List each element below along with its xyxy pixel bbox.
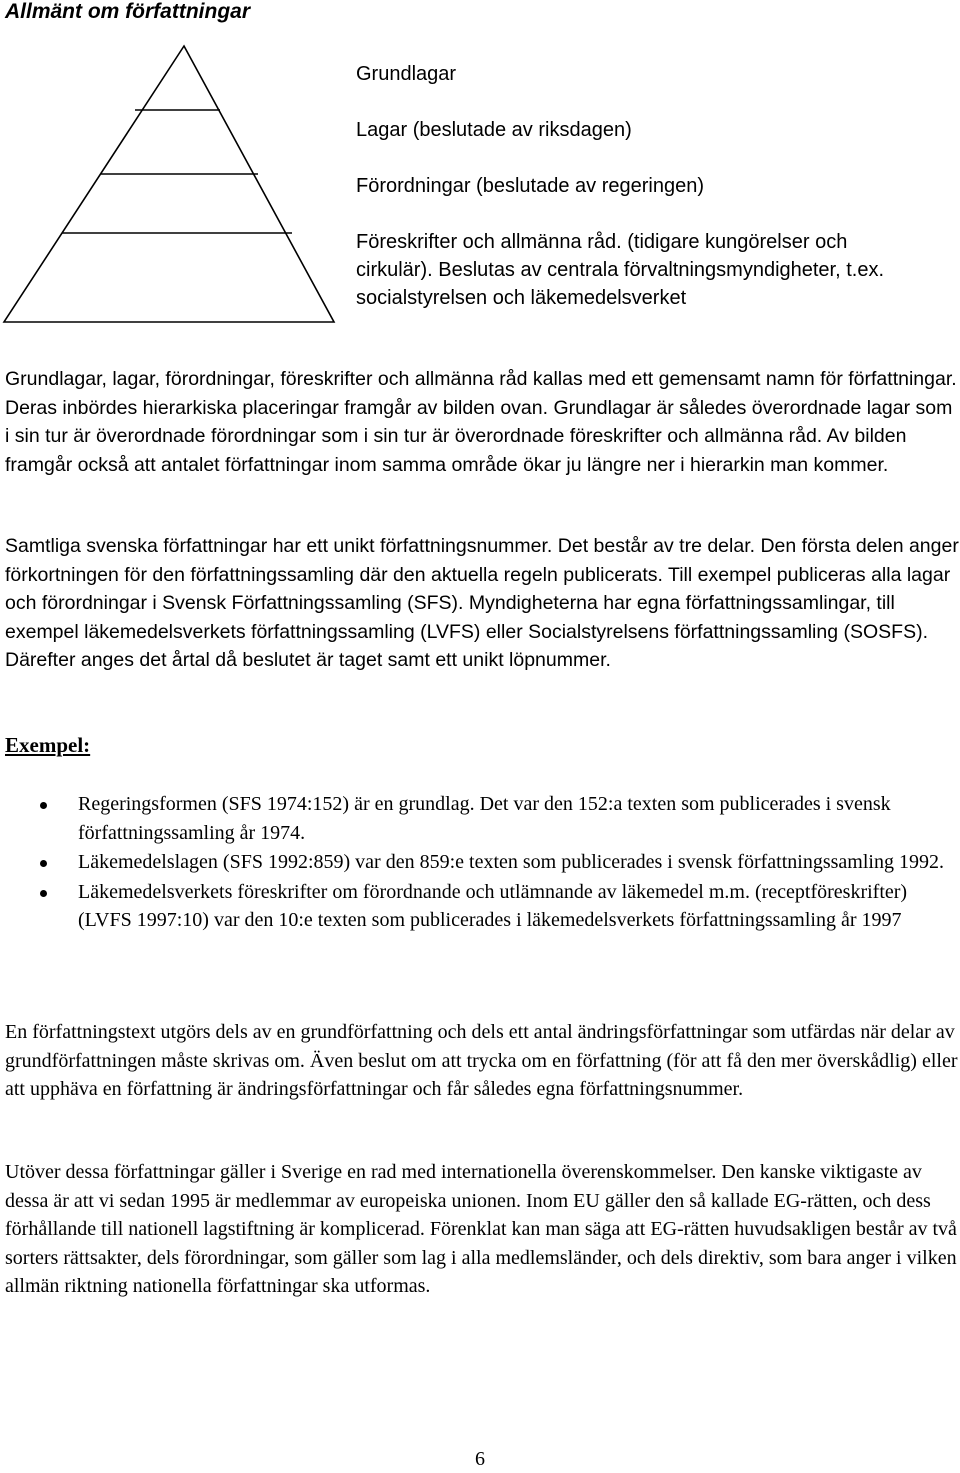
- list-item: [40, 790, 960, 847]
- hierarchy-pyramid: [0, 40, 340, 330]
- bullet-icon: [40, 890, 47, 897]
- pyramid-level-grundlagar: Grundlagar: [356, 63, 457, 85]
- paragraph-amendments: En författningstext utgörs dels av en grundförfattning och dels ett antal ändringsförfattningar som utfärdas när delar av grundförfattningen måste skrivas om. Även beslut om att trycka om en författning (för att få den mer överskådlig) eller att upphäva en författning är ändringsförfattningar och får således egna författningsnummer.: [5, 1021, 958, 1100]
- examples-list: [40, 790, 960, 936]
- list-item: [40, 878, 960, 935]
- bullet-icon: [40, 802, 47, 809]
- list-item-text: Läkemedelsverkets föreskrifter om förordnande och utlämnande av läkemedel m.m. (receptföreskrifter) (LVFS 1997:10) var den 10:e texten som publicerades i läkemedelsverkets författningssamling år 1997: [78, 880, 908, 931]
- pyramid-level-forordningar: Förordningar (beslutade av regeringen): [356, 175, 704, 197]
- paragraph-hierarchy: Grundlagar, lagar, förordningar, föreskrifter och allmänna råd kallas med ett gemensamt namn för författningar. Deras inbördes hierarkiska placeringar framgår av bilden ovan. Grundlagar är således överordnade lagar som i sin tur är överordnade förordningar som i sin tur är överordnade föreskrifter och allmänna råd. Av bilden framgår också att antalet författningar inom samma område ökar ju längre ner i hierarkin man kommer.: [5, 368, 957, 476]
- list-item-text: Regeringsformen (SFS 1974:152) är en grundlag. Det var den 152:a texten som publicerades i svensk författningssamling år 1974.: [78, 793, 891, 844]
- list-item: [40, 848, 960, 877]
- paragraph-international: Utöver dessa författningar gäller i Sverige en rad med internationella överenskommelser. Den kanske viktigaste av dessa är att vi sedan 1995 är medlemmar av europeiska unionen. Inom EU gäller den så kallade EG-rätten, och dess förhållande till nationell lagstiftning är komplicerad. Förenklat kan man säga att EG-rätten huvudsakligen består av två sorters rättsakter, dels förordningar, som gäller som lag i alla medlemsländer, och dels direktiv, som bara anger i vilken allmän riktning nationella författningar ska utformas.: [5, 1161, 957, 1297]
- page-number: 6: [475, 1448, 485, 1470]
- page-heading: Allmänt om författningar: [5, 0, 250, 23]
- list-item-text: Läkemedelslagen (SFS 1992:859) var den 859:e texten som publicerades i svensk författningssamling 1992.: [78, 851, 944, 873]
- pyramid-outline: [4, 46, 334, 322]
- bullet-icon: [40, 860, 47, 867]
- pyramid-level-foreskrifter: Föreskrifter och allmänna råd. (tidigare kungörelser och cirkulär). Beslutas av centrala förvaltningsmyndigheter, t.ex. socialstyrelsen och läkemedelsverket: [356, 231, 885, 309]
- examples-heading: Exempel:: [5, 733, 91, 757]
- pyramid-level-lagar: Lagar (beslutade av riksdagen): [356, 119, 632, 141]
- paragraph-numbering: Samtliga svenska författningar har ett unikt författningsnummer. Det består av tre delar. Den första delen anger förkortningen för den författningssamling där den aktuella regeln publicerats. Till exempel publiceras alla lagar och förordningar i Svensk Författningssamling (SFS). Myndigheterna har egna författningssamlingar, till exempel läkemedelsverkets författningssamling (LVFS) eller Socialstyrelsens författningssamling (SOSFS). Därefter anges det årtal då beslutet är taget samt ett unikt löpnummer.: [5, 535, 959, 671]
